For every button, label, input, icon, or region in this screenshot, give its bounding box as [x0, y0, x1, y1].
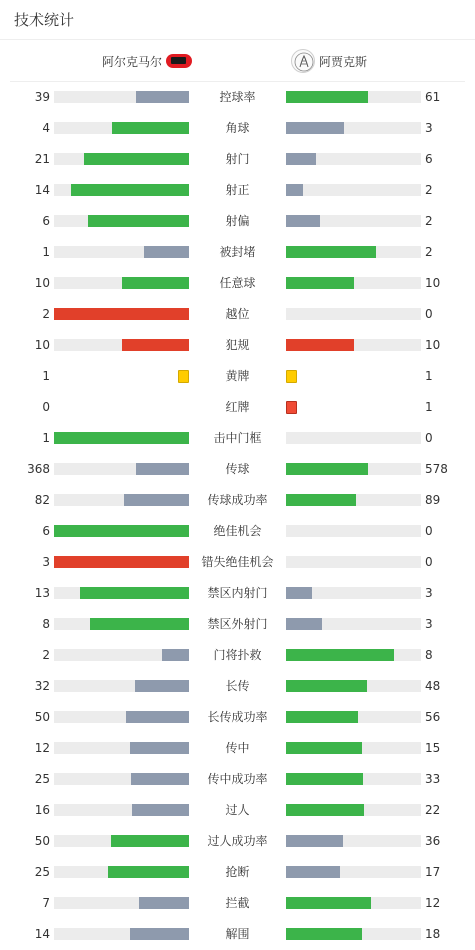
away-stat-value: 3 — [425, 121, 433, 135]
home-stat-bar — [54, 184, 189, 196]
stat-label: 禁区外射门 — [207, 617, 268, 631]
away-stat-bar-fill — [286, 339, 354, 351]
away-stat-bar-fill — [286, 91, 368, 103]
stat-row — [0, 640, 475, 671]
stat-label: 传中 — [225, 741, 250, 755]
away-yellow-card-icon — [286, 370, 297, 383]
home-stat-bar — [54, 525, 189, 537]
stat-label: 控球率 — [219, 90, 256, 104]
away-stat-value: 33 — [425, 772, 441, 786]
away-stat-bar-fill — [286, 649, 394, 661]
home-stat-bar-fill — [139, 897, 189, 909]
away-stat-bar-fill — [286, 122, 344, 134]
away-stat-bar — [286, 773, 421, 785]
home-stat-bar — [54, 649, 189, 661]
home-stat-bar — [54, 91, 189, 103]
stat-row — [0, 702, 475, 733]
away-stat-bar — [286, 866, 421, 878]
home-stat-bar-fill — [136, 463, 189, 475]
stat-row — [0, 795, 475, 826]
home-stat-bar — [54, 277, 189, 289]
home-stat-bar-fill — [80, 587, 189, 599]
away-stat-value: 3 — [425, 586, 433, 600]
away-stat-bar — [286, 339, 421, 351]
home-stat-value: 16 — [34, 803, 50, 817]
home-stat-value: 6 — [42, 524, 50, 538]
home-stat-bar-fill — [122, 277, 190, 289]
away-stat-bar-fill — [286, 773, 363, 785]
home-stat-bar — [54, 804, 189, 816]
stat-label: 角球 — [225, 121, 250, 135]
away-stat-value: 0 — [425, 431, 433, 445]
home-stat-value: 10 — [34, 338, 50, 352]
stat-label: 射偏 — [225, 214, 250, 228]
away-stat-value: 10 — [425, 276, 441, 290]
home-stat-bar — [54, 432, 189, 444]
away-red-card-icon — [286, 401, 297, 414]
stat-label: 黄牌 — [225, 369, 250, 383]
home-stat-value: 1 — [42, 369, 50, 383]
stat-label: 门将扑救 — [213, 648, 262, 662]
home-team-name: 阿尔克马尔 — [101, 54, 162, 69]
away-stat-bar — [286, 494, 421, 506]
away-stat-bar — [286, 215, 421, 227]
home-stat-bar — [54, 308, 189, 320]
away-stat-value: 2 — [425, 214, 433, 228]
away-stat-bar — [286, 308, 421, 320]
home-stat-value: 8 — [42, 617, 50, 631]
stat-row — [0, 485, 475, 516]
home-stat-bar-fill — [71, 184, 189, 196]
away-stat-bar — [286, 556, 421, 568]
home-stat-bar — [54, 494, 189, 506]
away-stat-value: 0 — [425, 307, 433, 321]
home-stat-bar — [54, 153, 189, 165]
home-stat-bar-fill — [84, 153, 189, 165]
away-stat-value: 578 — [425, 462, 448, 476]
away-stat-bar — [286, 835, 421, 847]
home-stat-value: 14 — [34, 183, 50, 197]
home-stat-bar-fill — [88, 215, 189, 227]
home-stat-bar-fill — [130, 742, 189, 754]
away-stat-value: 17 — [425, 865, 441, 879]
home-stat-value: 25 — [34, 865, 50, 879]
away-stat-bar-fill — [286, 153, 316, 165]
home-stat-bar — [54, 680, 189, 692]
home-stat-value: 3 — [42, 555, 50, 569]
away-stat-bar-fill — [286, 866, 340, 878]
away-stat-value: 36 — [425, 834, 441, 848]
stat-label: 任意球 — [219, 276, 256, 290]
home-stat-bar — [54, 618, 189, 630]
home-stat-bar — [54, 215, 189, 227]
home-stat-bar-fill — [122, 339, 190, 351]
home-stat-bar-fill — [54, 432, 189, 444]
away-stat-bar-fill — [286, 742, 362, 754]
home-stat-bar-fill — [130, 928, 189, 940]
stat-row — [0, 330, 475, 361]
away-stat-value: 10 — [425, 338, 441, 352]
away-stat-value: 2 — [425, 183, 433, 197]
home-stat-bar — [54, 556, 189, 568]
away-stat-bar — [286, 463, 421, 475]
away-stat-bar-fill — [286, 618, 322, 630]
home-yellow-card-icon — [178, 370, 189, 383]
stat-label: 过人成功率 — [207, 834, 268, 848]
away-stat-bar — [286, 153, 421, 165]
away-stat-value: 56 — [425, 710, 441, 724]
home-stat-bar — [54, 866, 189, 878]
stat-label: 错失绝佳机会 — [201, 555, 274, 569]
home-stat-value: 50 — [34, 710, 50, 724]
stat-row — [0, 82, 475, 113]
home-stat-value: 1 — [42, 245, 50, 259]
stat-label: 禁区内射门 — [207, 586, 268, 600]
stat-row — [0, 764, 475, 795]
away-stat-bar-fill — [286, 494, 356, 506]
home-stat-value: 2 — [42, 648, 50, 662]
home-stat-value: 39 — [34, 90, 50, 104]
stat-row — [0, 888, 475, 919]
stats-header — [0, 0, 475, 40]
home-stat-bar-fill — [111, 835, 189, 847]
home-stat-bar-fill — [54, 525, 189, 537]
home-stat-bar — [54, 711, 189, 723]
stat-label: 解围 — [225, 927, 250, 941]
stat-label: 过人 — [225, 803, 250, 817]
home-stat-bar — [54, 897, 189, 909]
away-stat-bar — [286, 897, 421, 909]
away-stat-bar — [286, 277, 421, 289]
home-stat-bar — [54, 928, 189, 940]
home-team[interactable] — [102, 41, 192, 81]
home-stat-bar — [54, 835, 189, 847]
home-stat-value: 6 — [42, 214, 50, 228]
away-stat-bar-fill — [286, 277, 354, 289]
away-stat-value: 0 — [425, 555, 433, 569]
home-stat-bar-fill — [54, 308, 189, 320]
stat-row — [0, 113, 475, 144]
away-stat-value: 0 — [425, 524, 433, 538]
stat-label: 击中门框 — [213, 431, 262, 445]
home-stat-bar — [54, 339, 189, 351]
stat-row — [0, 237, 475, 268]
away-stat-value: 48 — [425, 679, 441, 693]
away-stat-bar — [286, 525, 421, 537]
away-stat-bar — [286, 587, 421, 599]
ajax-logo-icon — [291, 49, 315, 73]
home-stat-bar-fill — [144, 246, 189, 258]
home-stat-bar — [54, 587, 189, 599]
home-stat-bar — [54, 463, 189, 475]
home-stat-value: 14 — [34, 927, 50, 941]
stat-row — [0, 175, 475, 206]
stat-row — [0, 826, 475, 857]
away-team-name: 阿贾克斯 — [319, 54, 368, 69]
away-stat-value: 3 — [425, 617, 433, 631]
home-stat-value: 1 — [42, 431, 50, 445]
stat-label: 拦截 — [225, 896, 250, 910]
stat-row — [0, 299, 475, 330]
home-stat-value: 32 — [34, 679, 50, 693]
away-stat-bar-fill — [286, 804, 364, 816]
away-stat-bar — [286, 618, 421, 630]
home-stat-value: 4 — [42, 121, 50, 135]
home-stat-bar-fill — [90, 618, 189, 630]
away-stat-bar — [286, 804, 421, 816]
stat-row — [0, 392, 475, 423]
away-stat-value: 15 — [425, 741, 441, 755]
stat-label: 越位 — [225, 307, 250, 321]
away-stat-bar-fill — [286, 897, 371, 909]
home-stat-bar-fill — [135, 680, 189, 692]
stat-label: 绝佳机会 — [213, 524, 262, 538]
home-stat-bar-fill — [131, 773, 189, 785]
away-stat-value: 1 — [425, 400, 433, 414]
home-stat-bar-fill — [162, 649, 189, 661]
away-stat-bar-fill — [286, 587, 312, 599]
home-stat-bar — [54, 122, 189, 134]
home-stat-bar-fill — [54, 556, 189, 568]
away-stat-bar — [286, 711, 421, 723]
stat-label: 射门 — [225, 152, 250, 166]
home-stat-bar-fill — [112, 122, 189, 134]
home-stat-bar-fill — [132, 804, 189, 816]
stats-list — [0, 82, 475, 950]
stat-label: 被封堵 — [219, 245, 256, 259]
home-stat-value: 368 — [27, 462, 50, 476]
stat-row — [0, 547, 475, 578]
away-stat-bar-fill — [286, 215, 320, 227]
home-stat-bar — [54, 246, 189, 258]
away-stat-value: 22 — [425, 803, 441, 817]
away-stat-value: 89 — [425, 493, 441, 507]
away-stat-bar-fill — [286, 835, 343, 847]
away-stat-value: 1 — [425, 369, 433, 383]
stat-label: 射正 — [225, 183, 250, 197]
stat-row — [0, 516, 475, 547]
stat-row — [0, 144, 475, 175]
home-stat-value: 50 — [34, 834, 50, 848]
away-stat-bar — [286, 122, 421, 134]
page-title: 技术统计 — [14, 11, 75, 29]
az-alkmaar-logo-icon — [166, 54, 192, 68]
home-stat-value: 21 — [34, 152, 50, 166]
stat-label: 犯规 — [225, 338, 250, 352]
away-stat-bar — [286, 649, 421, 661]
stat-row — [0, 361, 475, 392]
home-stat-value: 25 — [34, 772, 50, 786]
away-stat-bar-fill — [286, 463, 368, 475]
stat-row — [0, 857, 475, 888]
home-stat-bar-fill — [124, 494, 189, 506]
away-stat-value: 6 — [425, 152, 433, 166]
away-stat-bar — [286, 680, 421, 692]
stat-row — [0, 671, 475, 702]
away-stat-bar-fill — [286, 680, 367, 692]
stat-row — [0, 578, 475, 609]
stat-label: 传中成功率 — [207, 772, 268, 786]
away-stat-bar-fill — [286, 246, 376, 258]
away-stat-bar — [286, 246, 421, 258]
stat-label: 传球 — [225, 462, 250, 476]
stat-row — [0, 919, 475, 950]
home-stat-value: 13 — [34, 586, 50, 600]
stat-row — [0, 268, 475, 299]
away-stat-bar-fill — [286, 184, 303, 196]
stat-label: 长传成功率 — [207, 710, 268, 724]
home-stat-value: 2 — [42, 307, 50, 321]
home-stat-value: 12 — [34, 741, 50, 755]
stat-row — [0, 454, 475, 485]
away-stat-value: 61 — [425, 90, 441, 104]
away-stat-bar-fill — [286, 928, 362, 940]
stat-label: 抢断 — [225, 865, 250, 879]
home-stat-value: 0 — [42, 400, 50, 414]
away-stat-bar — [286, 432, 421, 444]
home-stat-value: 82 — [34, 493, 50, 507]
home-stat-bar-fill — [126, 711, 189, 723]
away-stat-bar-fill — [286, 711, 358, 723]
stat-row — [0, 733, 475, 764]
stat-label: 传球成功率 — [207, 493, 268, 507]
team-header — [10, 41, 465, 82]
away-team[interactable] — [291, 41, 367, 81]
stat-row — [0, 609, 475, 640]
stat-label: 长传 — [225, 679, 250, 693]
away-stat-value: 2 — [425, 245, 433, 259]
away-stat-bar — [286, 91, 421, 103]
stat-row — [0, 206, 475, 237]
stat-row — [0, 423, 475, 454]
home-stat-value: 10 — [34, 276, 50, 290]
away-stat-bar — [286, 928, 421, 940]
home-stat-bar-fill — [108, 866, 189, 878]
home-stat-value: 7 — [42, 896, 50, 910]
home-stat-bar-fill — [136, 91, 189, 103]
stat-label: 红牌 — [225, 400, 250, 414]
away-stat-bar — [286, 184, 421, 196]
away-stat-value: 12 — [425, 896, 441, 910]
home-stat-bar — [54, 742, 189, 754]
away-stat-bar — [286, 742, 421, 754]
away-stat-value: 18 — [425, 927, 441, 941]
home-stat-bar — [54, 773, 189, 785]
away-stat-value: 8 — [425, 648, 433, 662]
